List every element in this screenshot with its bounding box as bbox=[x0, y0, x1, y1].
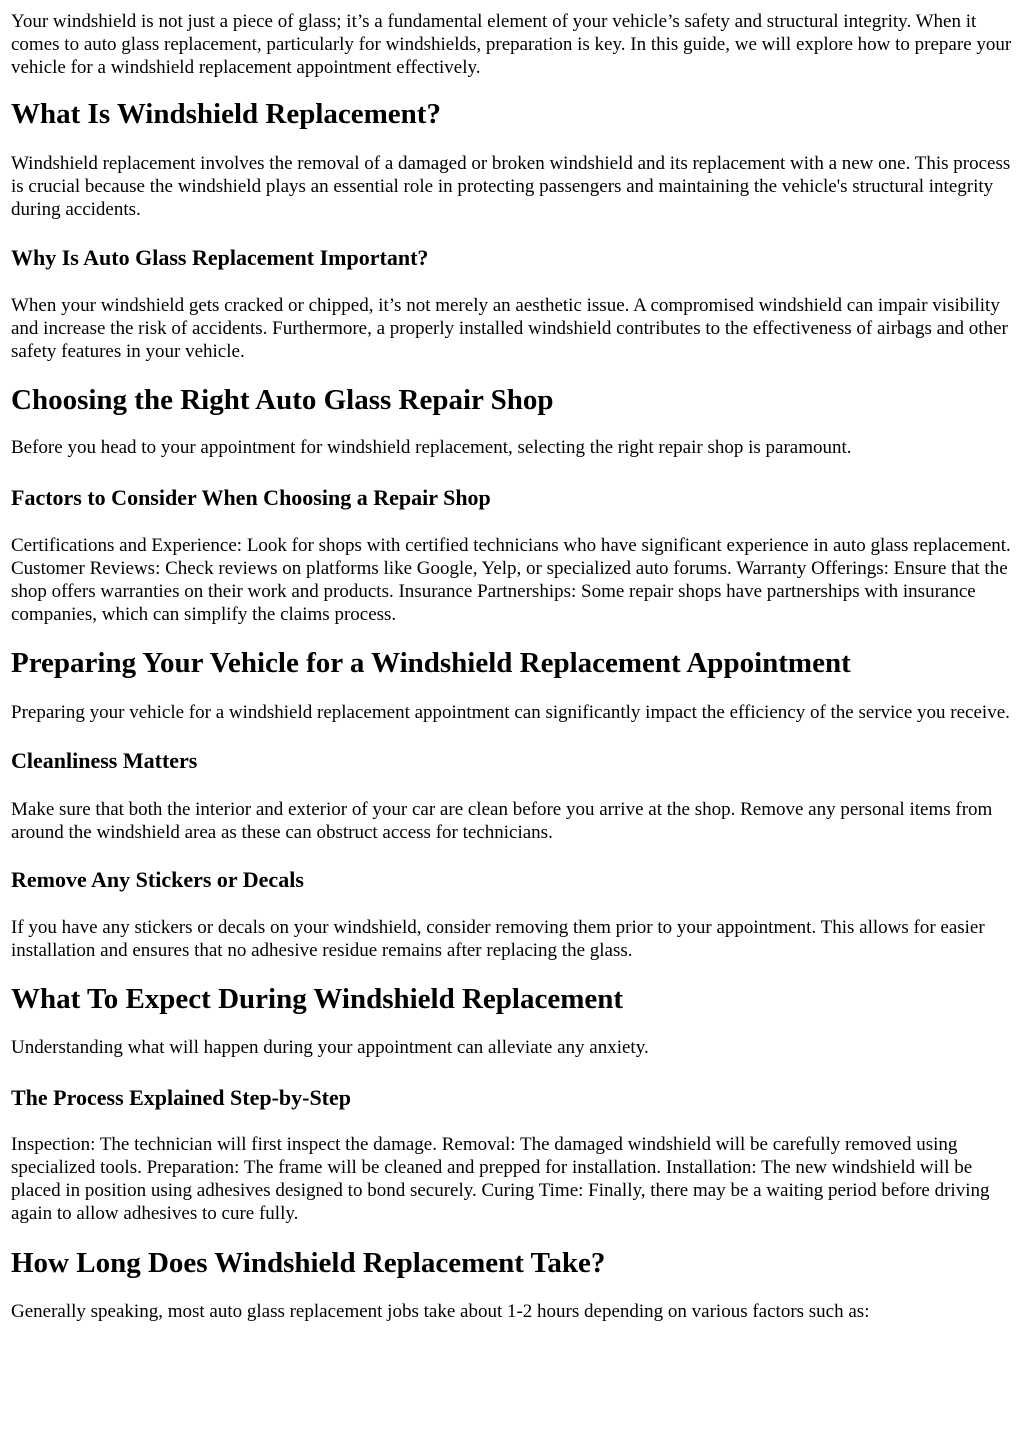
paragraph-remove-stickers: If you have any stickers or decals on your windshield, consider removing them prior to your appointment. This allows for easier installation and ensures that no adhesive residue remains after replacing the glass. bbox=[11, 917, 985, 961]
paragraph-how-long: Generally speaking, most auto glass replacement jobs take about 1-2 hours depending on various factors such as: bbox=[11, 1301, 870, 1322]
heading-how-long: How Long Does Windshield Replacement Take? bbox=[11, 1247, 606, 1279]
heading-what-is-windshield-replacement: What Is Windshield Replacement? bbox=[11, 98, 441, 130]
paragraph-cleanliness-matters: Make sure that both the interior and exterior of your car are clean before you arrive at the shop. Remove any personal items from around the windshield area as these can obstruct access for technicians. bbox=[11, 799, 993, 843]
heading-choosing-repair-shop: Choosing the Right Auto Glass Repair Shop bbox=[11, 384, 554, 416]
intro-paragraph: Your windshield is not just a piece of glass; it’s a fundamental element of your vehicle’s safety and structural integrity. When it comes to auto glass replacement, particularly for windshields, preparation is key. In this guide, we will explore how to prepare your vehicle for a windshield replacement appointment effectively. bbox=[11, 11, 1012, 78]
paragraph-what-to-expect: Understanding what will happen during your appointment can alleviate any anxiety. bbox=[11, 1037, 649, 1058]
paragraph-preparing-your-vehicle: Preparing your vehicle for a windshield replacement appointment can significantly impact the efficiency of the service you receive. bbox=[11, 702, 1010, 723]
paragraph-process-explained: Inspection: The technician will first inspect the damage. Removal: The damaged windshield will be carefully removed using specialized tools. Preparation: The frame will be cleaned and prepped for installation. Installation: The new windshield will be placed in position using adhesives designed to bond securely. Curing Time: Finally, there may be a waiting period before driving again to allow adhesives to cure fully. bbox=[11, 1134, 990, 1224]
heading-preparing-your-vehicle: Preparing Your Vehicle for a Windshield Replacement Appointment bbox=[11, 647, 851, 679]
paragraph-what-is-windshield-replacement: Windshield replacement involves the removal of a damaged or broken windshield and its replacement with a new one. This process is crucial because the windshield plays an essential role in protecting passengers and maintaining the vehicle's structural integrity during accidents. bbox=[11, 153, 1011, 220]
heading-what-to-expect: What To Expect During Windshield Replacement bbox=[11, 983, 624, 1015]
article bbox=[0, 10, 1024, 1323]
heading-factors-to-consider: Factors to Consider When Choosing a Repair Shop bbox=[11, 485, 491, 510]
paragraph-choosing-repair-shop: Before you head to your appointment for windshield replacement, selecting the right repair shop is paramount. bbox=[11, 437, 852, 458]
heading-cleanliness-matters: Cleanliness Matters bbox=[11, 748, 198, 773]
paragraph-why-important: When your windshield gets cracked or chipped, it’s not merely an aesthetic issue. A compromised windshield can impair visibility and increase the risk of accidents. Furthermore, a properly installed windshield contributes to the effectiveness of airbags and other safety features in your vehicle. bbox=[11, 295, 1008, 362]
heading-process-explained: The Process Explained Step-by-Step bbox=[11, 1085, 352, 1110]
paragraph-factors-to-consider: Certifications and Experience: Look for shops with certified technicians who have significant experience in auto glass replacement. Customer Reviews: Check reviews on platforms like Google, Yelp, or specialized auto forums. Warranty Offerings: Ensure that the shop offers warranties on their work and products. Insurance Partnerships: Some repair shops have partnerships with insurance companies, which can simplify the claims process. bbox=[11, 535, 1011, 625]
heading-remove-stickers: Remove Any Stickers or Decals bbox=[11, 867, 304, 892]
heading-why-important: Why Is Auto Glass Replacement Important? bbox=[11, 245, 429, 270]
